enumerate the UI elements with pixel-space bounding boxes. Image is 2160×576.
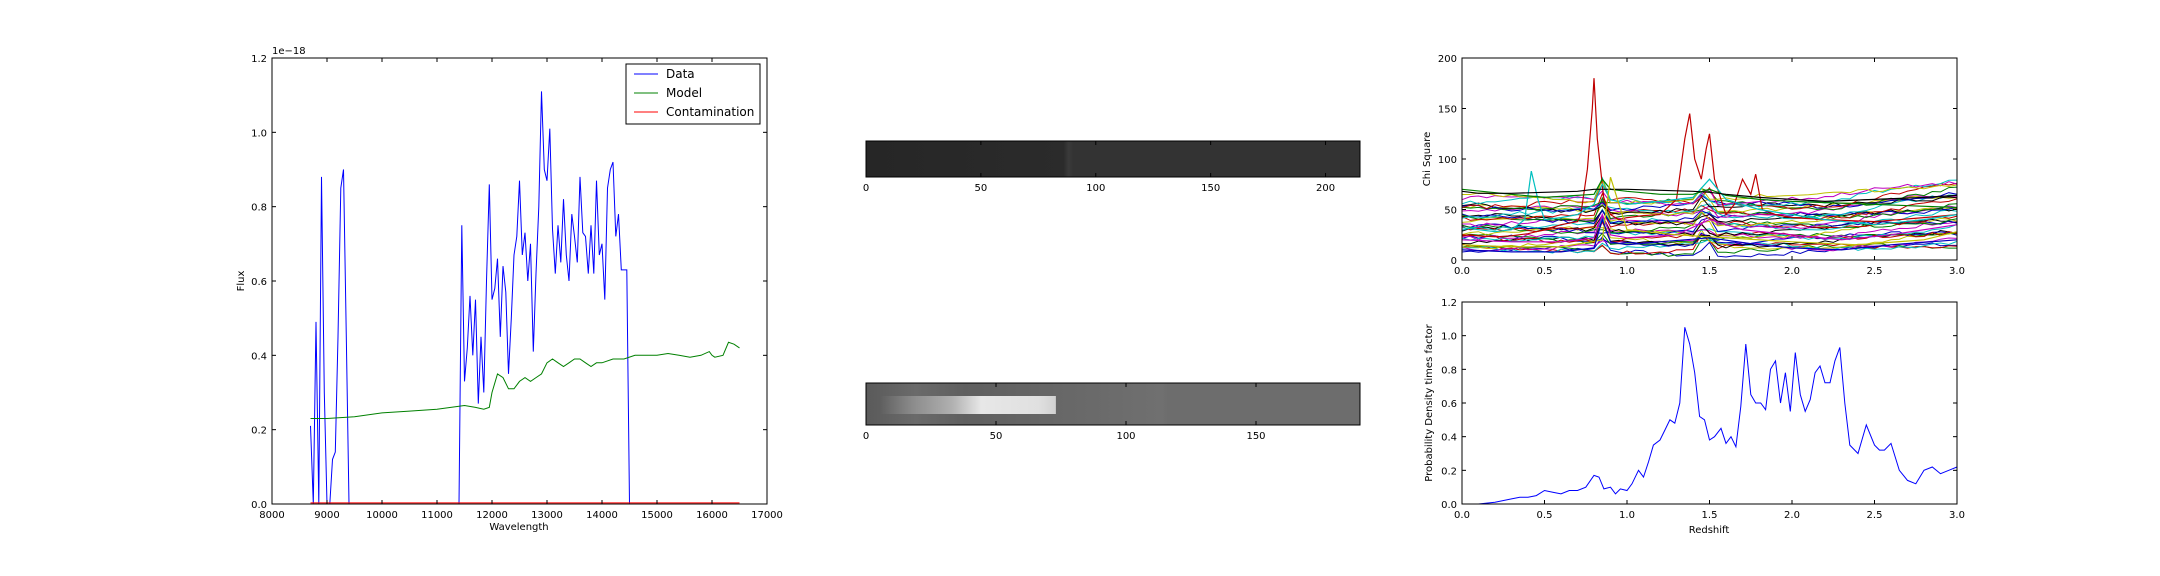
spectrum-ytick-label: 1.2: [251, 54, 267, 65]
spectrum-panel: [236, 46, 783, 533]
pdf-xtick-label: 0.5: [1536, 510, 1553, 521]
pdf-plot-area: [1462, 302, 1957, 504]
chisq-ylabel: Chi Square: [1422, 131, 1433, 187]
chisq-xtick-label: 0.5: [1536, 266, 1553, 277]
chisq-xtick-label: 2.5: [1866, 266, 1883, 277]
pdf-xtick-label: 1.0: [1619, 510, 1635, 521]
spectrum-ytick-label: 0.2: [251, 425, 267, 437]
pdf-ytick-label: 0.4: [1441, 432, 1457, 444]
spectrum-xtick-label: 14000: [586, 510, 618, 521]
chisq-xtick-label: 1.5: [1701, 266, 1718, 277]
chisq-xtick-label: 2.0: [1784, 266, 1800, 277]
legend-label-data: Data: [666, 67, 695, 81]
spectrum-ytick-label: 0.4: [251, 351, 267, 363]
chisq-ytick-label: 150: [1437, 104, 1457, 116]
spectrum-xtick-label: 13000: [531, 510, 563, 521]
chisq-xtick-label: 0.0: [1454, 266, 1470, 277]
chisq-panel: [1422, 54, 1965, 277]
pdf-xtick-label: 2.5: [1866, 510, 1883, 521]
spectrum-xtick-label: 10000: [366, 510, 398, 521]
pdf-xtick-label: 1.5: [1701, 510, 1718, 521]
pdf-ytick-label: 1.2: [1441, 298, 1457, 309]
spectrum-2d-bottom-xtick-label: 100: [1116, 431, 1136, 442]
spectrum-2d-bottom-panel: [863, 383, 1360, 442]
pdf-ytick-label: 0.6: [1441, 399, 1457, 410]
spectrum-xtick-label: 9000: [314, 510, 340, 521]
spectrum-2d-top-xtick-label: 150: [1201, 183, 1221, 194]
spectrum-plot-area: [272, 58, 767, 504]
spectrum-ytick-label: 0.0: [251, 500, 267, 511]
spectrum-2d-bottom-xtick-label: 50: [989, 431, 1003, 442]
spectrum-xtick-label: 11000: [421, 510, 453, 521]
pdf-ytick-label: 1.0: [1441, 331, 1457, 343]
spectrum-xtick-label: 16000: [696, 510, 728, 521]
spectrum-2d-top-xtick-label: 50: [974, 183, 988, 194]
spectrum-2d-bottom-trace: [880, 396, 1168, 414]
spectrum-2d-top-xtick-label: 200: [1315, 183, 1336, 194]
spectrum-ytick-label: 0.6: [251, 277, 267, 288]
spectrum-xtick-label: 8000: [259, 510, 285, 521]
spectrum-2d-top-xtick-label: 100: [1086, 183, 1106, 194]
legend-label-contamination: Contamination: [666, 105, 755, 119]
spectrum-xtick-label: 12000: [476, 510, 508, 521]
spectrum-2d-top-xtick-label: 0: [862, 183, 870, 194]
pdf-panel: [1424, 298, 1965, 536]
spectrum-2d-bottom-xtick-label: 0: [862, 431, 870, 442]
spectrum-legend: [626, 64, 760, 124]
spectrum-offset-text: 1e−18: [272, 46, 306, 57]
pdf-xtick-label: 0.0: [1454, 510, 1470, 521]
spectrum-2d-top-image: [866, 141, 1360, 177]
pdf-xtick-label: 3.0: [1949, 510, 1965, 521]
spectrum-2d-bottom-xtick-label: 150: [1246, 431, 1266, 442]
pdf-ytick-label: 0.8: [1441, 365, 1457, 377]
pdf-xlabel: Redshift: [1688, 525, 1730, 536]
spectrum-2d-top-panel: [863, 141, 1360, 194]
pdf-ytick-label: 0.0: [1441, 500, 1457, 511]
spectrum-xlabel: Wavelength: [489, 522, 549, 533]
chisq-ytick-label: 100: [1437, 155, 1457, 166]
spectrum-xtick-label: 15000: [641, 510, 673, 521]
pdf-ylabel: Probability Density times factor: [1424, 324, 1435, 482]
pdf-xtick-label: 2.0: [1784, 510, 1800, 521]
spectrum-xtick-label: 17000: [751, 510, 783, 521]
chisq-ytick-label: 50: [1444, 205, 1457, 217]
chisq-xtick-label: 1.0: [1619, 266, 1635, 277]
chisq-xtick-label: 3.0: [1949, 266, 1965, 277]
pdf-ytick-label: 0.2: [1441, 466, 1457, 478]
legend-label-model: Model: [666, 86, 703, 100]
spectrum-ylabel: Flux: [236, 270, 247, 292]
chisq-ytick-label: 200: [1437, 54, 1457, 65]
spectrum-ytick-label: 1.0: [251, 128, 267, 140]
spectrum-ytick-label: 0.8: [251, 202, 267, 214]
chisq-ytick-label: 0: [1450, 256, 1457, 267]
